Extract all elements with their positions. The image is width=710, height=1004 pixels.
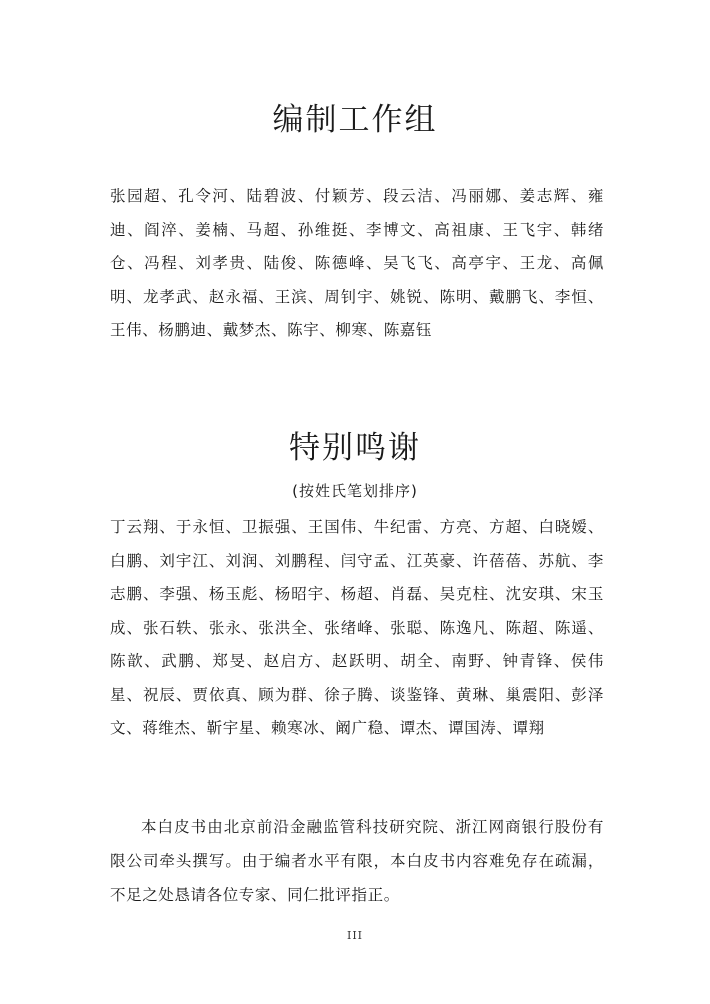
- acknowledgements-title: 特别鸣谢: [289, 430, 421, 466]
- acknowledgements-names: 丁云翔、于永恒、卫振强、王国伟、牛纪雷、方亮、方超、白晓嫒、白鹏、刘宇江、刘润、刘鹏程、闫守孟、江英豪、许蓓蓓、苏航、李志鹏、李强、杨玉彪、杨昭宇、杨超、肖磊、吴克柱、沈安琪、宋玉成、张石轶、张永、张洪全、张绪峰、张聪、陈逸凡、陈超、陈遥、陈歆、武鹏、郑旻、赵启方、赵跃明、胡全、南野、钟青锋、侯伟星、祝辰、贾依真、顾为群、徐子腾、谈鉴锋、黄琳、巢震阳、彭泽文、蒋维杰、靳宇星、赖寒冰、阚广稳、谭杰、谭国涛、谭翔: [110, 518, 604, 737]
- acknowledgements-subtitle: (按姓氏笔划排序): [292, 482, 418, 500]
- authorship-note: 本白皮书由北京前沿金融监管科技研究院、浙江网商银行股份有限公司牵头撰写。由于编者水平有限，本白皮书内容难免存在疏漏，不足之处恳请各位专家、同仁批评指正。: [110, 818, 604, 904]
- working-group-names: 张园超、孔令河、陆碧波、付颖芳、段云洁、冯丽娜、姜志辉、雍迪、阎淬、姜楠、马超、孙维挺、李博文、高祖康、王飞宇、韩绪仓、冯程、刘孝贵、陆俊、陈德峰、吴飞飞、高亭宇、王龙、高佩明、龙孝武、赵永福、王滨、周钊宇、姚锐、陈明、戴鹏飞、李恒、王伟、杨鹏迪、戴梦杰、陈宇、柳寒、陈嘉钰: [110, 187, 604, 339]
- working-group-title: 编制工作组: [272, 102, 438, 138]
- page-number: III: [346, 929, 364, 942]
